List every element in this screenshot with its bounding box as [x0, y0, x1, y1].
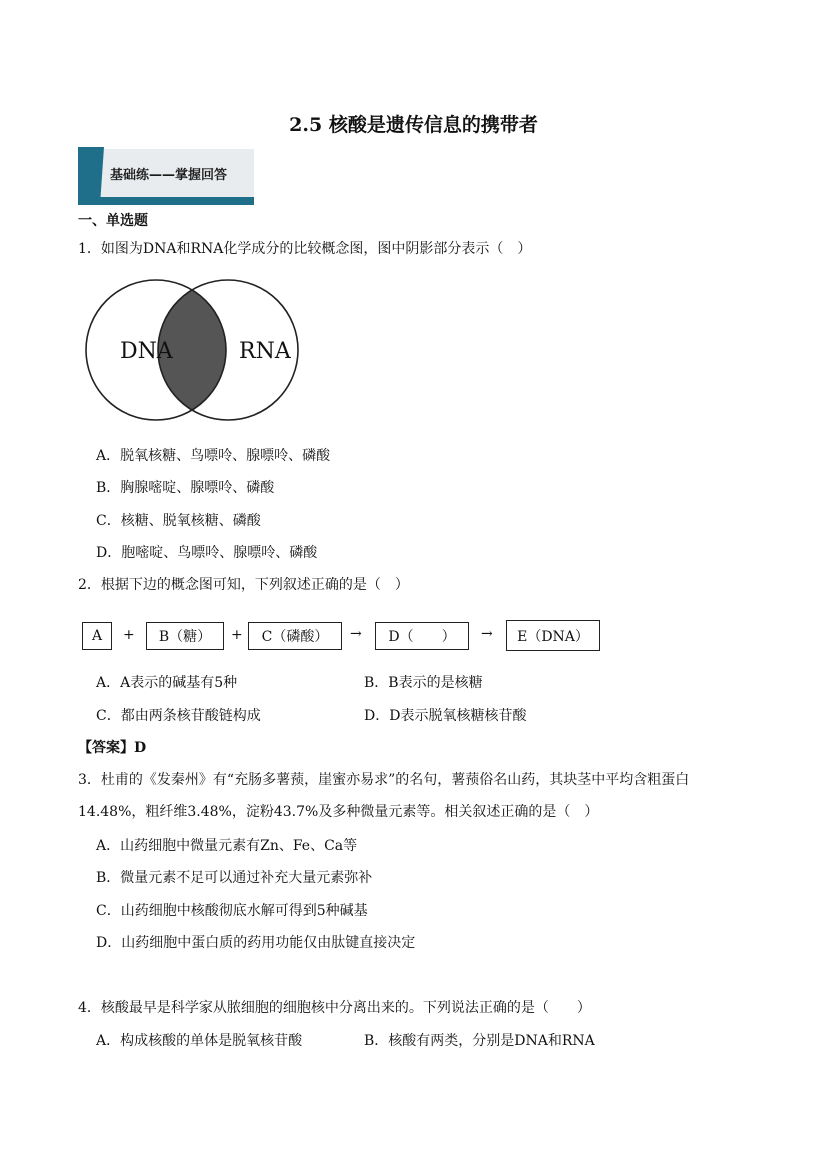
q3-option-d: D．山药细胞中蛋白质的药用功能仅由肽键直接决定 [96, 935, 416, 951]
q4-option-b: B．核酸有两类，分别是DNA和RNA [364, 1033, 595, 1049]
q1-option-d: D．胞嘧啶、鸟嘌呤、腺嘌呤、磷酸 [96, 545, 318, 561]
q1-option-b: B．胸腺嘧啶、腺嘌呤、磷酸 [96, 480, 275, 496]
q2-answer: 【答案】D [78, 740, 147, 756]
flow-box-e: E（DNA） [506, 620, 600, 651]
flow-plus-1: + [123, 627, 135, 643]
section-banner [78, 147, 254, 205]
flow-box-b: B（糖） [146, 622, 224, 650]
section-heading: 一、单选题 [78, 213, 148, 229]
question-2-stem: 2．根据下边的概念图可知，下列叙述正确的是（ ） [78, 577, 409, 593]
question-1-stem: 1．如图为DNA和RNA化学成分的比较概念图，图中阴影部分表示（ ） [78, 241, 532, 257]
question-3-stem-line2: 14.48%，粗纤维3.48%，淀粉43.7%及多种微量元素等。相关叙述正确的是（ ） [78, 804, 599, 820]
flow-box-a: A [82, 622, 112, 650]
q2-option-b: B．B表示的是核糖 [364, 675, 483, 691]
q3-option-a: A．山药细胞中微量元素有Zn、Fe、Ca等 [96, 838, 358, 854]
q2-option-a: A．A表示的碱基有5种 [96, 675, 238, 691]
flow-plus-2: + [231, 627, 243, 643]
flow-box-d: D（ ） [375, 622, 469, 650]
question-3-stem-line1: 3．杜甫的《发秦州》有“充肠多薯蓣，崖蜜亦易求”的名句，薯蓣俗名山药，其块茎中平均含粗蛋白 [78, 772, 690, 788]
venn-label-dna: DNA [120, 339, 173, 364]
question-4-stem: 4．核酸最早是科学家从脓细胞的细胞核中分离出来的。下列说法正确的是（ ） [78, 1000, 591, 1016]
q3-option-c: C．山药细胞中核酸彻底水解可得到5种碱基 [96, 903, 368, 919]
page-title: 2.5 核酸是遗传信息的携带者 [289, 114, 538, 136]
flow-box-c: C（磷酸） [248, 622, 342, 650]
q1-option-c: C．核糖、脱氧核糖、磷酸 [96, 513, 261, 529]
flow-arrow-2: → [481, 626, 493, 642]
venn-label-rna: RNA [239, 339, 291, 364]
q2-option-c: C．都由两条核苷酸链构成 [96, 708, 261, 724]
banner-text: 基础练——掌握回答 [110, 168, 228, 183]
venn-diagram [72, 278, 312, 428]
q4-option-a: A．构成核酸的单体是脱氧核苷酸 [96, 1033, 303, 1049]
q2-option-d: D．D表示脱氧核糖核苷酸 [364, 708, 527, 724]
q3-option-b: B．微量元素不足可以通过补充大量元素弥补 [96, 870, 373, 886]
q1-option-a: A．脱氧核糖、鸟嘌呤、腺嘌呤、磷酸 [96, 448, 331, 464]
flow-arrow-1: → [350, 626, 362, 642]
